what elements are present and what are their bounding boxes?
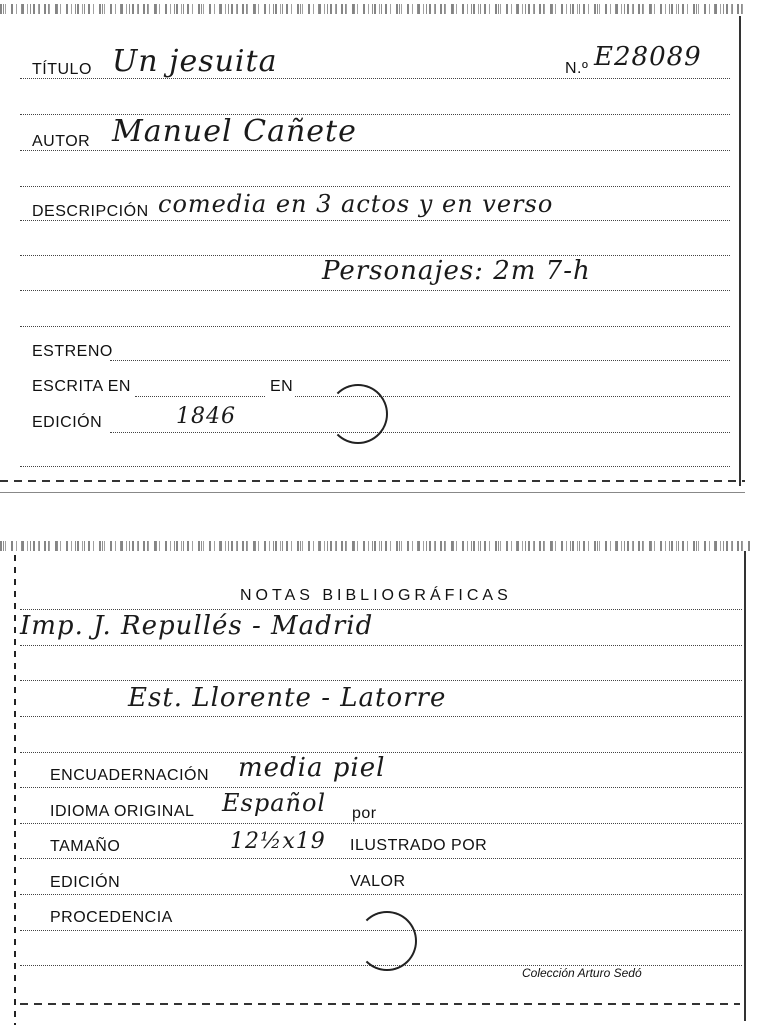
nota-line-1: Imp. J. Repullés - Madrid: [20, 611, 374, 641]
rule: [135, 396, 265, 397]
scan-speckle-top: [0, 4, 745, 14]
nota-line-2: Est. Llorente - Latorre: [128, 683, 447, 713]
rule: [110, 360, 730, 361]
personajes-value: Personajes: 2m 7-h: [322, 256, 591, 286]
rule: [20, 894, 742, 895]
rule: [20, 680, 742, 681]
rule: [20, 645, 742, 646]
idioma-label: IDIOMA ORIGINAL: [50, 803, 195, 820]
punch-hole-circle: [328, 384, 388, 444]
rule: [20, 787, 742, 788]
valor-label: VALOR: [350, 873, 406, 890]
en-label: EN: [270, 378, 294, 395]
rule: [20, 609, 742, 610]
ilustrado-label: ILUSTRADO POR: [350, 837, 488, 854]
encuadernacion-value: media piel: [238, 753, 386, 783]
estreno-label: ESTRENO: [32, 343, 113, 360]
rule: [20, 290, 730, 291]
card-edge-right: [744, 551, 746, 1021]
descripcion-label: DESCRIPCIÓN: [32, 203, 149, 220]
encuadernacion-label: ENCUADERNACIÓN: [50, 767, 210, 784]
card-edge-bottom: [20, 1003, 740, 1005]
numero-label: N.º: [565, 60, 589, 77]
rule: [20, 150, 730, 151]
idioma-value: Español: [222, 789, 327, 817]
titulo-value: Un jesuita: [112, 44, 278, 79]
numero-value: E28089: [594, 42, 702, 72]
rule: [20, 716, 742, 717]
card-separator: [0, 492, 745, 493]
autor-label: AUTOR: [32, 133, 91, 150]
procedencia-label: PROCEDENCIA: [50, 909, 173, 926]
rule: [20, 326, 730, 327]
edicion-label: EDICIÓN: [50, 874, 121, 891]
catalog-card-back: [0, 535, 750, 1025]
card-edge-bottom: [0, 480, 745, 482]
notas-heading: NOTAS BIBLIOGRÁFICAS: [240, 587, 512, 604]
edicion-value: 1846: [176, 404, 236, 429]
punch-hole-circle: [357, 911, 417, 971]
tamano-value: 12½x19: [230, 829, 326, 854]
card-edge-right: [739, 16, 741, 486]
catalog-card-front: [0, 0, 745, 494]
tamano-label: TAMAÑO: [50, 838, 121, 855]
scan-speckle-top: [0, 541, 750, 551]
rule: [20, 186, 730, 187]
coleccion-footer: Colección Arturo Sedó: [522, 966, 642, 980]
escrita-label: ESCRITA EN: [32, 378, 131, 395]
rule: [20, 823, 742, 824]
rule: [20, 466, 730, 467]
card-edge-left: [14, 555, 16, 1025]
edicion-label: EDICIÓN: [32, 414, 103, 431]
rule: [20, 858, 742, 859]
rule: [110, 432, 730, 433]
autor-value: Manuel Cañete: [112, 114, 357, 149]
titulo-label: TÍTULO: [32, 61, 92, 78]
descripcion-value: comedia en 3 actos y en verso: [158, 190, 554, 218]
por-label: por: [352, 805, 377, 822]
